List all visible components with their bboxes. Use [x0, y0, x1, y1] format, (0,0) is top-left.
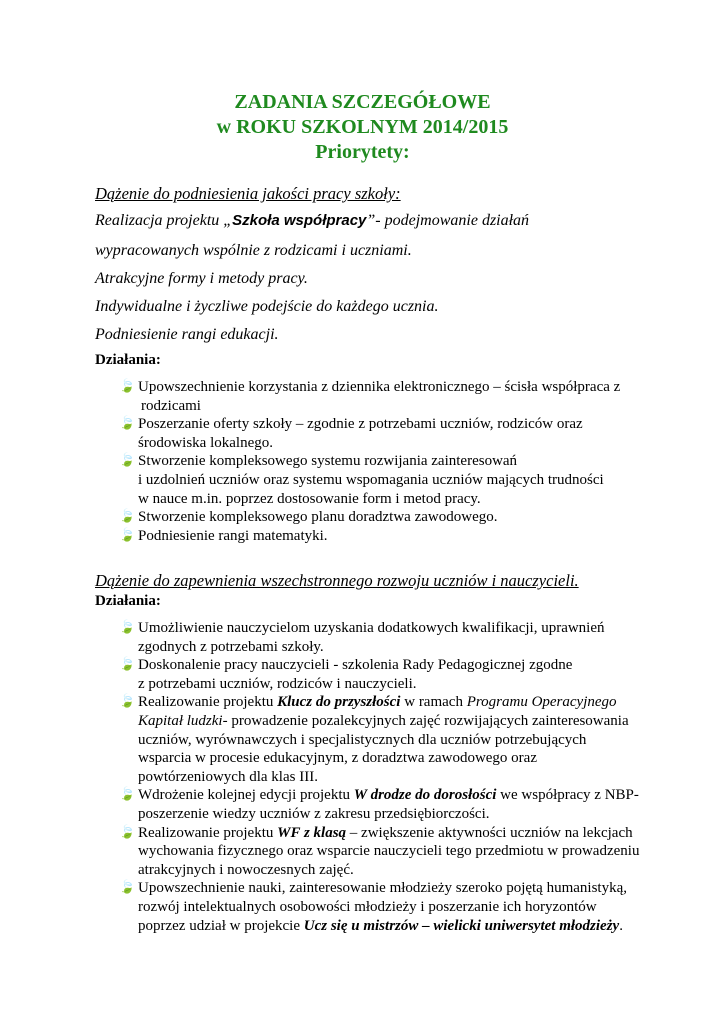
- section1-goal-1-cont: wypracowanych wspólnie z rodzicami i uczniami.: [95, 242, 412, 259]
- list-item: 🍃 Stworzenie kompleksowego planu doradztwa zawodowego.: [119, 509, 498, 526]
- section1-action-list: [119, 378, 620, 545]
- section1-actions-label: Działania:: [95, 352, 161, 368]
- section2-heading: Dążenie do zapewnienia wszechstronnego rozwoju uczniów i nauczycieli.: [95, 571, 579, 590]
- list-item: 🍃 Wdrożenie kolejnej edycji projektu W drodze do dorosłości we współpracy z NBP- poszerzenie wiedzy uczniów z zakresu przedsiębiorczości.: [119, 787, 639, 822]
- section1-goal-2: Atrakcyjne formy i metody pracy.: [95, 270, 308, 287]
- leaf-bullet-icon: 🍃: [119, 379, 136, 394]
- leaf-bullet-icon: 🍃: [119, 453, 136, 469]
- list-item: 🍃 Stworzenie kompleksowego systemu rozwijania zainteresowań i uzdolnień uczniów oraz systemu wspomagania uczniów mających trudności w nauce m.in. poprzez dostosowanie form i metod pracy.: [119, 453, 604, 507]
- doc-title-line-2: w ROKU SZKOLNYM 2014/2015: [216, 116, 509, 138]
- section1-heading: Dążenie do podniesienia jakości pracy szkoły:: [95, 184, 401, 203]
- section2-action-list: [119, 619, 639, 935]
- leaf-bullet-icon: 🍃: [119, 416, 136, 432]
- list-item: 🍃 Poszerzanie oferty szkoły – zgodnie z potrzebami uczniów, rodziców oraz środowiska lokalnego.: [119, 416, 583, 451]
- section2-actions-label: Działania:: [95, 593, 161, 609]
- list-item: 🍃 Doskonalenie pracy nauczycieli - szkolenia Rady Pedagogicznej zgodne z potrzebami uczniów, rodziców i nauczycieli.: [119, 657, 573, 692]
- list-item: 🍃 Umożliwienie nauczycielom uzyskania dodatkowych kwalifikacji, uprawnień zgodnych z potrzebami szkoły.: [119, 620, 605, 655]
- leaf-bullet-icon: 🍃: [119, 620, 136, 635]
- list-item: 🍃 Realizowanie projektu Klucz do przyszłości w ramach Programu Operacyjnego Kapitał ludzki- prowadzenie pozalekcyjnych zajęć rozwijających zainteresowania uczniów, wyrównawczych i specjalistycznych dla uczniów potrzebujących wsparcia w procesie edukacyjnym, z doradztwa zawodowego oraz powtórzeniowych dla klas III.: [119, 694, 629, 785]
- leaf-bullet-icon: 🍃: [119, 527, 136, 543]
- leaf-bullet-icon: 🍃: [119, 880, 136, 896]
- list-item: 🍃 Realizowanie projektu WF z klasą – zwiększenie aktywności uczniów na lekcjach wychowania fizycznego oraz wsparcie nauczycieli tego przedmiotu w prowadzeniu atrakcyjnych i nowoczesnych zajęć.: [119, 824, 640, 878]
- section1-goal-4: Podniesienie rangi edukacji.: [95, 326, 279, 343]
- list-item: 🍃 Upowszechnienie korzystania z dziennika elektronicznego – ścisła współpraca z rodzicami: [119, 379, 621, 414]
- list-item: 🍃 Podniesienie rangi matematyki.: [119, 527, 328, 544]
- leaf-bullet-icon: 🍃: [119, 657, 136, 673]
- leaf-bullet-icon: 🍃: [119, 824, 136, 840]
- doc-title-priorities: Priorytety:: [315, 141, 410, 163]
- leaf-bullet-icon: 🍃: [119, 694, 136, 710]
- doc-title-line-1: ZADANIA SZCZEGÓŁOWE: [234, 91, 491, 113]
- section1-goal-1: Realizacja projektu „Szkoła współpracy”- podejmowanie działań: [95, 212, 530, 229]
- leaf-bullet-icon: 🍃: [119, 509, 136, 525]
- section1-goal-3: Indywidualne i życzliwe podejście do każdego ucznia.: [95, 298, 439, 315]
- leaf-bullet-icon: 🍃: [119, 787, 136, 803]
- list-item: 🍃 Upowszechnienie nauki, zainteresowanie młodzieży szeroko pojętą humanistyką, rozwój intelektualnych osobowości młodzieży i poszerzanie ich horyzontów poprzez udział w projekcie Ucz się u mistrzów – wielicki uniwersytet młodzieży.: [119, 880, 627, 934]
